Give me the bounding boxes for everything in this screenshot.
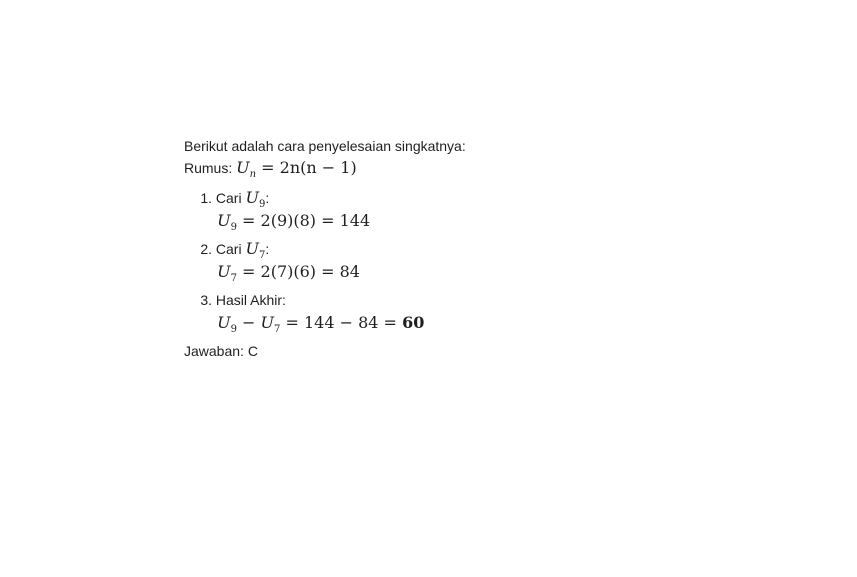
step-title-prefix: Cari (215, 190, 242, 206)
step-number: 3. (200, 292, 212, 308)
step-eq-rhs: = 2(9)(8) = 144 (242, 211, 371, 230)
step-eq-result: 60 (402, 313, 425, 332)
step-body (212, 187, 370, 233)
step-equation (212, 260, 360, 284)
step-title-text: Hasil Akhir: (215, 292, 286, 308)
list-item (184, 289, 704, 335)
formula-label: Rumus: (184, 160, 233, 176)
step-eq-sub: 9 (230, 222, 237, 234)
step-title-prefix: Cari (215, 241, 242, 257)
step-equation (212, 209, 370, 233)
step-eq-var-b: U (260, 313, 275, 332)
step-eq-var: U (217, 211, 231, 230)
step-title-var: U (245, 188, 259, 207)
step-title (212, 187, 370, 209)
step-body (212, 289, 424, 335)
step-eq-sub-b: 7 (274, 324, 281, 336)
step-title (212, 289, 424, 311)
step-eq-rhs: = 144 − 84 = (285, 313, 397, 332)
step-equation (212, 311, 424, 335)
formula-rhs: = 2n(n − 1) (261, 158, 357, 177)
formula-lhs-var: U (236, 158, 250, 177)
step-eq-sub-a: 9 (230, 324, 237, 336)
step-eq-sub: 7 (230, 273, 237, 285)
step-number: 2. (200, 241, 212, 257)
step-eq-var-a: U (217, 313, 231, 332)
step-title-suffix: : (265, 241, 270, 257)
intro-text: Berikut adalah cara penyelesaian singkatnya: (184, 138, 466, 154)
answer-text: Jawaban: C (184, 343, 258, 359)
step-number: 1. (200, 190, 212, 206)
step-title-var: U (245, 239, 259, 258)
step-body (212, 238, 360, 284)
step-eq-var: U (217, 262, 231, 281)
list-item (184, 187, 704, 233)
formula-expression (236, 158, 357, 181)
steps-list (184, 187, 704, 335)
step-eq-minus: − (242, 313, 256, 332)
solution-content (184, 136, 704, 361)
formula-lhs-sub: n (249, 169, 257, 181)
step-title-sub: 7 (258, 250, 266, 262)
step-title (212, 238, 360, 260)
list-item (184, 238, 704, 284)
step-title-suffix: : (265, 190, 270, 206)
step-eq-rhs: = 2(7)(6) = 84 (242, 262, 360, 281)
step-title-sub: 9 (258, 199, 266, 211)
formula-line (184, 158, 704, 181)
